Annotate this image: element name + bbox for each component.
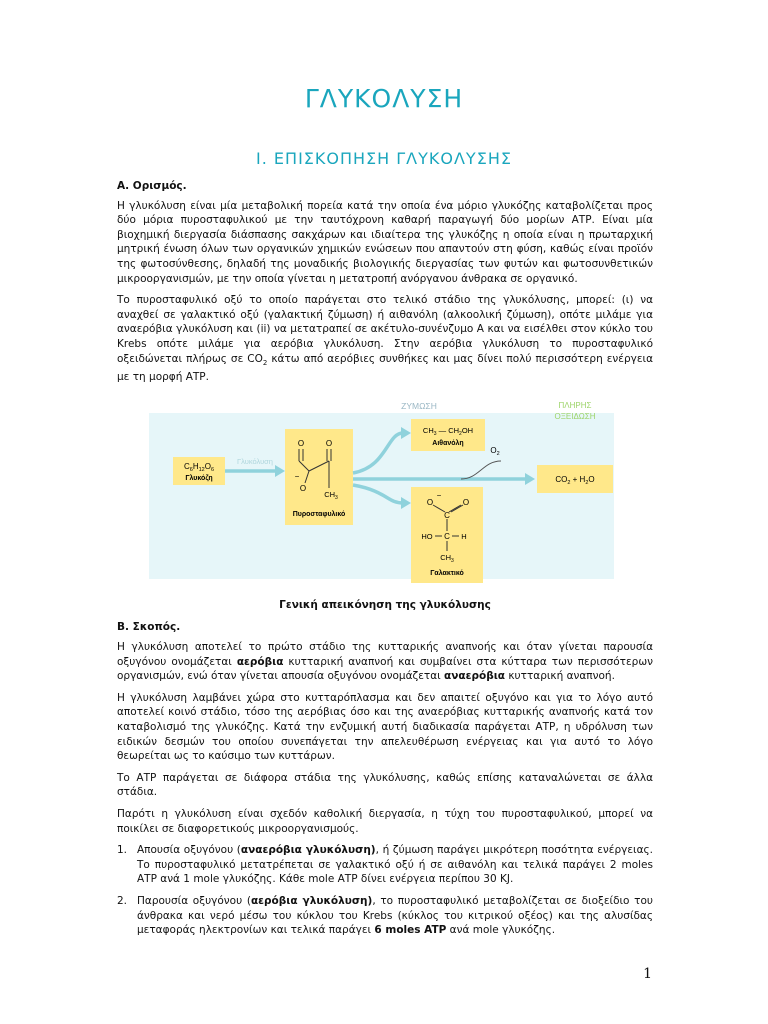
bold-term: 6 moles ATP [374,924,447,937]
figure-caption: Γενική απεικόνηση της γλυκόλυσης [279,598,491,611]
section-title: Ι. ΕΠΙΣΚΟΠΗΣΗ ΓΛΥΚΟΛΥΣΗΣ [256,149,512,168]
lactate-carbon-1: C [444,510,450,520]
lactate-oxygen-2: O [462,497,470,507]
ethanol-formula: $CH_3$ — $CH_2OH$ [422,425,474,437]
text-segment: ανά mole γλυκόζης. [446,924,556,937]
ethanol-name: Αιθανόλη [432,439,464,447]
text-segment: Απουσία οξυγόνου ( [137,844,241,857]
subscript-two: 2 [262,358,268,367]
glucose-name: Γλυκόζη [185,474,213,482]
lactate-charge: − [436,490,442,500]
text-segment: κυτταρική αναπνοή και συμβαίνει στα κύτταρα των περισσότερων οργανισμών, ενώ όταν γίνεται απουσία οξυγόνου ονομάζεται [117,655,654,683]
oxygen-label: $O_2$ [490,445,500,457]
numbered-list [117,843,653,938]
glycolysis-diagram [117,399,653,595]
text-segment: , ή ζύμωση παράγει μικρότερη ποσότητα ενέργειας. Το πυροσταφυλικό μετατρέπεται σε γαλακτικό οξύ ή σε αιθανόλη και τελικά παράγει 2 moles ΑΤΡ ανά 1 mole γλυκόζης. Κάθε mole ΑΤΡ δίνει ενέργεια περίπου 30 KJ. [137,844,653,886]
paragraph-pyruvate-fate: Παρότι η γλυκόλυση είναι σχεδόν καθολική διεργασία, η τύχη του πυροσταφυλικού, μπορεί να ποικίλει σε διαφορετικούς μικροοργανισμούς. [117,807,653,835]
list-item-aerobic [117,894,653,938]
list-item-anaerobic [117,843,653,887]
pyruvate-oxygen-1: O [297,438,305,448]
text-segment: κυτταρική αναπνοή. [505,670,615,683]
lactate-oxygen-1: O [426,497,434,507]
page-number: 1 [643,966,652,982]
fermentation-label: ΖΥΜΩΣΗ [401,400,437,411]
pyruvate-methyl: $CH_3$ [324,489,338,501]
bold-term: αναερόβια γλυκόλυση) [240,844,376,857]
paragraph-definition: Η γλυκόλυση είναι μία μεταβολική πορεία κατά την οποία ένα μόριο γλυκόζης καταβολίζεται προς δύο μόρια πυροσταφυλικού με την ταυτόχρονη καθαρή παραγωγή δύο μορίων ΑΤΡ. Είναι μία βιοχημική διεργασία διάσπασης σακχάρων και ιδιαίτερα της γλυκόζης η οποία είναι η πρωταρχική μητρική ένωση όλων των οργανικών χημικών ενώσεων που απαντούν στη φύση, καθώς είναι προϊόν της φωτοσύνθεσης, δηλαδή της μοναδικής βιολογικής διεργασίας των φυτών και φωτοσυνθετικών μικροοργανισμών, με την οποία γίνεται η μετατροπή ανόργανου άνθρακα σε οργανικό. [117,199,653,285]
list-number: 2. [117,894,128,907]
oxidation-label-line2: ΟΞΕΙΔΩΣΗ [554,411,596,421]
paragraph-respiration [117,640,653,684]
subheading-purpose: Β. Σκοπός. [117,621,181,634]
lactate-carbon-2: C [444,531,450,541]
co2-h2o-label: $CO_2 + H_2O$ [555,474,595,486]
lactate-hydrogen: H [461,531,467,541]
text-segment: κάτω από αερόβιες συνθήκες και μας δίνει πολύ περισσότερη ενέργεια με τη μορφή ΑΤΡ. [117,352,653,384]
text-segment: , το πυροσταφυλικό μεταβολίζεται σε διοξείδιο του άνθρακα και νερό μέσω του κύκλου του Krebs (κύκλος του κιτρικού οξέος) και της αλυσίδας μεταφοράς ηλεκτρονίων και τελικά παράγει [137,894,653,937]
lactate-name: Γαλακτικό [430,569,464,577]
glucose-formula: $C_6H_{12}O_6$ [183,461,215,473]
oxidation-label-line1: ΠΛΗΡΗΣ [558,400,592,410]
document-title: ΓΛΥΚΟΛΥΣΗ [304,84,464,113]
text-segment: Παρουσία οξυγόνου ( [137,894,251,907]
bold-term: αερόβια γλυκόλυση) [250,894,373,907]
text-segment: Η γλυκόλυση αποτελεί το πρώτο στάδιο της κυτταρικής αναπνοής και όταν γίνεται παρουσία οξυγόνου ονομάζεται [117,641,653,668]
list-number: 1. [117,844,128,857]
text-segment: Το πυροσταφυλικό οξύ το οποίο παράγεται στο τελικό στάδιο της γλυκόλυσης, μπορεί: (ι) να αναχθεί σε γαλακτικό οξύ (γαλακτική ζύμωση) ή αιθανόλη (αλκοολική ζύμωση), οπότε μιλάμε για αναερόβια γλυκόλυση και (ii) να μετατραπεί σε ακέτυλο-συνένζυμο Α και να εισέλθει στον κύκλο του Krebs οπότε μιλάμε για αερόβια γλυκόλυση. Στην αερόβια γλυκόλυση το πυροσταφυλικό οξειδώνεται πλήρως σε CO [117,294,653,365]
pyruvate-oxygen-2: O [325,438,333,448]
pyruvate-oxygen-3: O [299,483,307,493]
glycolysis-label: Γλυκόλυση [237,456,273,466]
pyruvate-charge: − [294,471,300,481]
bold-term-aerobic: αερόβια [236,655,284,668]
pyruvate-name: Πυροσταφυλικό [292,510,346,518]
paragraph-cytoplasm: Η γλυκόλυση λαμβάνει χώρα στο κυτταρόπλασμα και δεν απαιτεί οξυγόνο και για το λόγο αυτό αποτελεί κοινό στάδιο, τόσο της αερόβιας όσο και της αναερόβιας κυτταρικής αναπνοής κατά τον καταβολισμό της γλυκόζης. Κατά την ενζυμική αυτή διαδικασία παράγεται ΑΤΡ, η υδρόλυση των ειδικών δεσμών του οποίου συνεπάγεται την απελευθέρωση ενέργειας και για αυτό το λόγο θεωρείται ως το καύσιμο των κυττάρων. [117,691,653,763]
paragraph-pyruvate [117,293,653,385]
paragraph-atp-stages: Το ΑΤΡ παράγεται σε διάφορα στάδια της γλυκόλυσης, καθώς επίσης καταναλώνεται σε άλλα στάδια. [117,771,653,799]
document-body [117,176,653,945]
lactate-hydroxyl: HO [421,531,433,541]
lactate-methyl: $CH_3$ [440,552,454,564]
subheading-definition: Α. Ορισμός. [117,180,187,192]
bold-term-anaerobic: αναερόβια [444,670,506,683]
